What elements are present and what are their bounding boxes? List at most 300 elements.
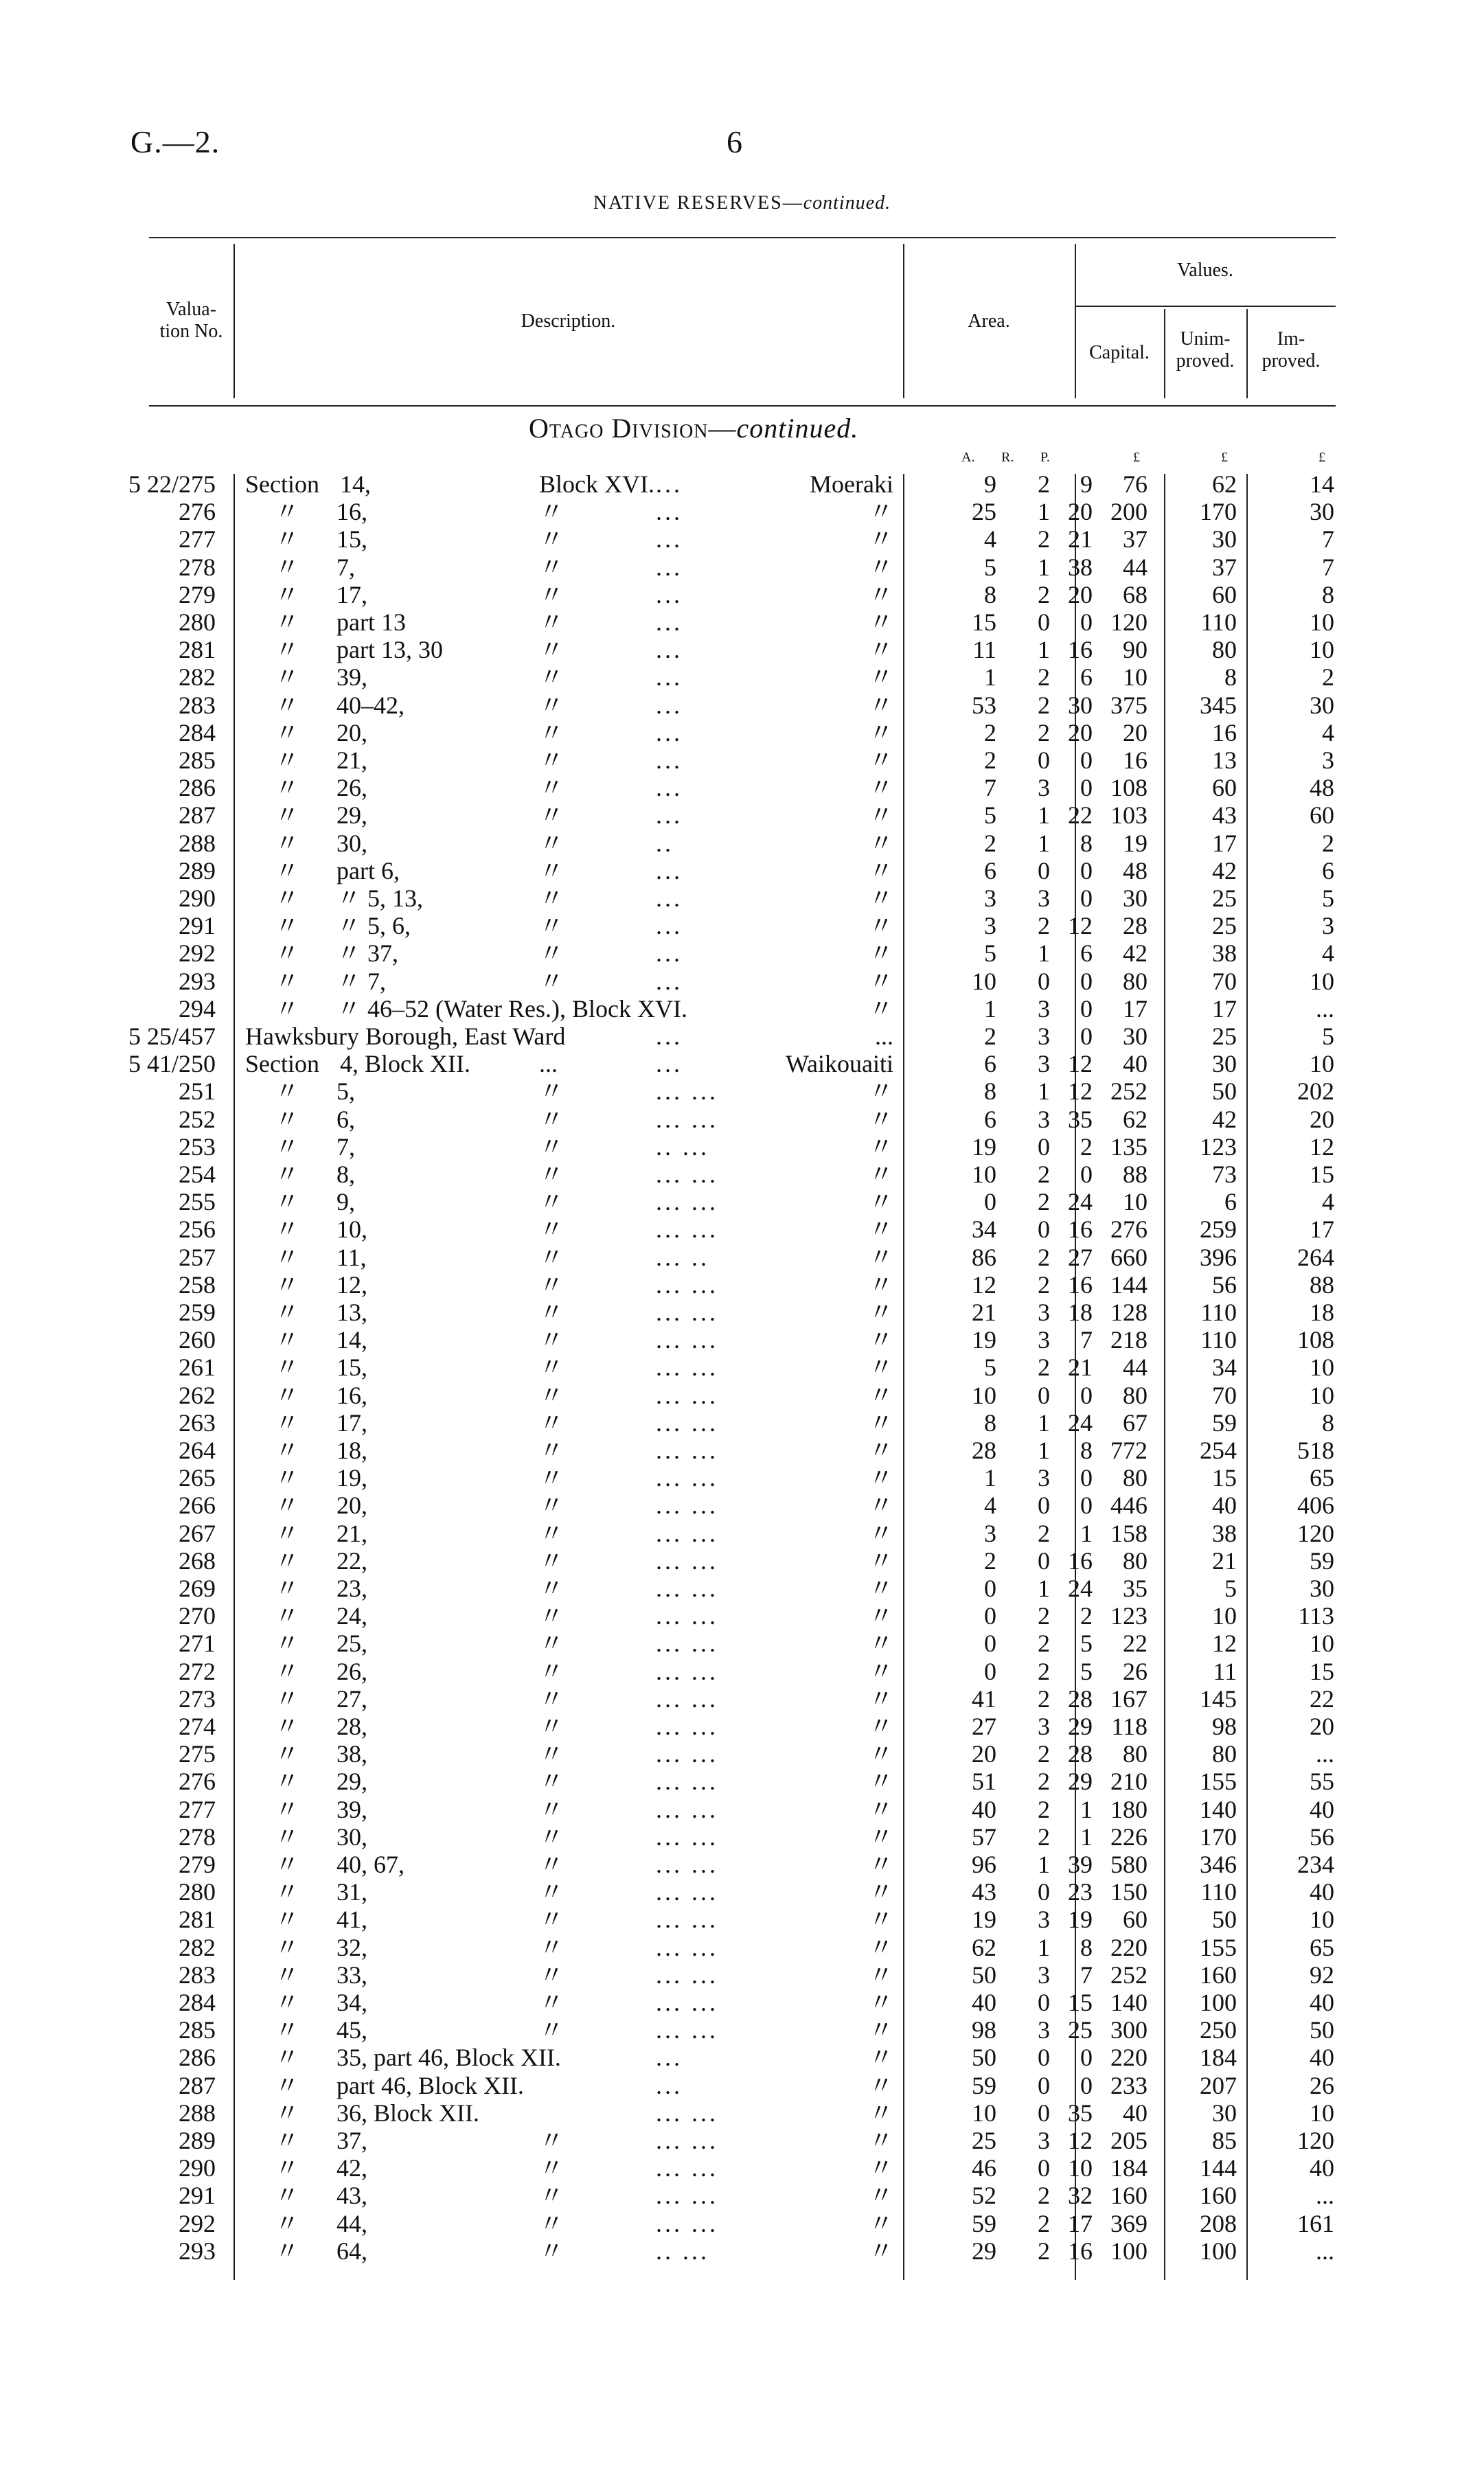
cell-unim: 25 [1212, 884, 1237, 912]
cell-loc: 〃 [868, 1243, 893, 1271]
cell-no: 282 [179, 663, 216, 692]
cell-loc: 〃 [868, 1546, 893, 1575]
cell-unim: 160 [1200, 2182, 1237, 2210]
cell-r: 1 [1038, 1851, 1050, 1878]
cell-dots: ... ... [656, 1464, 718, 1492]
cell-dots: ... ... [656, 1851, 718, 1878]
unit-unimproved: £ [1221, 450, 1228, 465]
cell-imp: 40 [1310, 2154, 1334, 2182]
cell-desc: 28, [336, 1713, 367, 1740]
cell-cap: 144 [1110, 1270, 1148, 1299]
cell-r: 2 [1038, 1188, 1050, 1216]
cell-cap: 90 [1123, 636, 1148, 664]
area-header: Area. [968, 310, 1010, 332]
cell-no: 281 [179, 636, 216, 664]
cell-sec: 〃 [275, 1437, 300, 1464]
cell-no: 280 [179, 608, 216, 636]
cell-unim: 85 [1212, 2127, 1237, 2154]
cell-ditto: ... [539, 1050, 558, 1078]
cell-ditto: 〃 [539, 1354, 564, 1382]
cell-dots: ... ... [656, 1105, 718, 1133]
cell-r: 3 [1038, 1464, 1050, 1492]
table-row [0, 553, 1484, 581]
cell-loc: 〃 [868, 994, 893, 1023]
cell-loc: 〃 [868, 2182, 893, 2210]
cell-cap: 660 [1110, 1243, 1148, 1271]
cell-unim: 16 [1212, 718, 1237, 746]
cell-sec: 〃 [275, 2154, 300, 2182]
cell-sec: 〃 [275, 1381, 300, 1409]
cell-a: 34 [972, 1215, 996, 1244]
cell-unim: 10 [1212, 1602, 1237, 1630]
cell-imp: 161 [1297, 2209, 1334, 2237]
cell-no: 277 [179, 525, 216, 553]
cell-sec: 〃 [275, 1933, 300, 1961]
table-row [0, 2127, 1484, 2154]
cell-cap: 10 [1123, 663, 1148, 692]
cell-cap: 123 [1110, 1602, 1148, 1630]
cell-imp: 3 [1322, 912, 1334, 940]
cell-sec: 〃 [275, 801, 300, 830]
cell-cap: 210 [1110, 1768, 1148, 1796]
cell-desc: 31, [336, 1878, 367, 1906]
cell-r: 1 [1038, 1575, 1050, 1602]
cell-sec: Section [245, 1050, 319, 1078]
table-row [0, 1437, 1484, 1464]
cell-desc: 39, [336, 663, 367, 692]
cell-no: 284 [179, 718, 216, 746]
cell-unim: 13 [1212, 746, 1237, 774]
cell-dots: ... [656, 553, 683, 581]
cell-unim: 42 [1212, 856, 1237, 884]
cell-a: 2 [984, 1546, 996, 1575]
cell-sec: 〃 [275, 691, 300, 719]
cell-r: 2 [1038, 1823, 1050, 1851]
cell-a: 41 [972, 1685, 996, 1713]
cell-a: 57 [972, 1823, 996, 1851]
cell-imp: 40 [1310, 1989, 1334, 2016]
cell-r: 0 [1038, 1132, 1050, 1161]
cell-r: 2 [1038, 1519, 1050, 1547]
cell-no: 274 [179, 1713, 216, 1740]
cell-no: 265 [179, 1464, 216, 1492]
cell-sec: 〃 [275, 1630, 300, 1658]
cell-unim: 250 [1200, 2016, 1237, 2044]
valuation-header: Valua- tion No. [159, 299, 223, 342]
cell-unim: 17 [1212, 994, 1237, 1023]
cell-desc: 〃 46–52 (Water Res.), Block XVI. [336, 994, 687, 1023]
cell-desc: 22, [336, 1546, 367, 1575]
cell-r: 0 [1038, 856, 1050, 884]
cell-unim: 155 [1200, 1768, 1237, 1796]
cell-cap: 252 [1110, 1077, 1148, 1106]
cell-ditto: 〃 [539, 1685, 564, 1713]
cell-unim: 184 [1200, 2044, 1237, 2072]
cell-a: 40 [972, 1795, 996, 1823]
cell-a: 19 [972, 1906, 996, 1934]
cell-loc: 〃 [868, 856, 893, 884]
cell-cap: 135 [1110, 1132, 1148, 1161]
cell-a: 50 [972, 1961, 996, 1989]
cell-p: 0 [1080, 746, 1093, 774]
cell-desc: 42, [336, 2154, 367, 2182]
cell-p: 12 [1068, 1050, 1093, 1078]
cell-p: 24 [1068, 1575, 1093, 1602]
cell-no: 261 [179, 1354, 216, 1382]
cell-sec: 〃 [275, 856, 300, 884]
cell-sec: Section [245, 470, 319, 498]
cell-loc: 〃 [868, 1161, 893, 1188]
cell-imp: 8 [1322, 1408, 1334, 1437]
cell-sec: 〃 [275, 2071, 300, 2099]
cell-sec: 〃 [275, 1161, 300, 1188]
cell-desc: 19, [336, 1464, 367, 1492]
cell-no: 273 [179, 1685, 216, 1713]
cell-no: 276 [179, 498, 216, 526]
cell-no: 283 [179, 691, 216, 719]
cell-no: 293 [179, 967, 216, 995]
cell-r: 1 [1038, 829, 1050, 857]
cell-loc: 〃 [868, 1685, 893, 1713]
cell-loc: 〃 [868, 1795, 893, 1823]
cell-sec: 〃 [275, 2127, 300, 2154]
cell-a: 0 [984, 1602, 996, 1630]
cell-p: 24 [1068, 1408, 1093, 1437]
cell-loc: 〃 [868, 1851, 893, 1878]
cell-sec: 〃 [275, 580, 300, 608]
cell-cap: 80 [1123, 1381, 1148, 1409]
cell-ditto: 〃 [539, 663, 564, 692]
table-row [0, 525, 1484, 553]
cell-p: 21 [1068, 525, 1093, 553]
cell-ditto: 〃 [539, 856, 564, 884]
cell-loc: 〃 [868, 1326, 893, 1354]
cell-imp: ... [1316, 994, 1334, 1023]
cell-sec: 〃 [275, 1270, 300, 1299]
cell-sec: 〃 [275, 1215, 300, 1244]
table-row [0, 1575, 1484, 1602]
cell-ditto: 〃 [539, 1823, 564, 1851]
cell-no: 266 [179, 1492, 216, 1520]
document-reference: G.—2. [130, 124, 220, 159]
cell-dots: ... [656, 718, 683, 746]
cell-no: 288 [179, 2099, 216, 2127]
cell-sec: 〃 [275, 1408, 300, 1437]
cell-dots: ... ... [656, 1354, 718, 1382]
table-row [0, 746, 1484, 774]
cell-cap: 108 [1110, 774, 1148, 802]
cell-no: 269 [179, 1575, 216, 1602]
cell-p: 38 [1068, 553, 1093, 581]
cell-dots: ... [656, 774, 683, 802]
cell-dots: ... ... [656, 1077, 718, 1106]
cell-a: 10 [972, 1161, 996, 1188]
cell-loc: 〃 [868, 1713, 893, 1740]
cell-ditto: 〃 [539, 636, 564, 664]
cell-unim: 5 [1224, 1575, 1237, 1602]
cell-loc: Moeraki [810, 470, 893, 498]
cell-cap: 62 [1123, 1105, 1148, 1133]
cell-sec: 〃 [275, 2099, 300, 2127]
cell-p: 7 [1080, 1326, 1093, 1354]
cell-dots: ... ... [656, 1381, 718, 1409]
cell-dots: ... ... [656, 2127, 718, 2154]
cell-dots: ... ... [656, 2016, 718, 2044]
cell-ditto: 〃 [539, 1906, 564, 1934]
cell-ditto: 〃 [539, 1243, 564, 1271]
cell-ditto: 〃 [539, 1492, 564, 1520]
cell-loc: Waikouaiti [785, 1050, 893, 1078]
cell-desc: 20, [336, 1492, 367, 1520]
cell-p: 0 [1080, 2071, 1093, 2099]
cell-imp: 108 [1297, 1326, 1334, 1354]
cell-cap: 16 [1123, 746, 1148, 774]
table-row [0, 1188, 1484, 1215]
cell-a: 2 [984, 746, 996, 774]
cell-sec: 〃 [275, 1989, 300, 2016]
cell-ditto: 〃 [539, 1105, 564, 1133]
cell-a: 2 [984, 829, 996, 857]
cell-p: 12 [1068, 2127, 1093, 2154]
cell-r: 0 [1038, 967, 1050, 995]
cell-sec: 〃 [275, 1685, 300, 1713]
cell-imp: 40 [1310, 1795, 1334, 1823]
cell-imp: 10 [1310, 1050, 1334, 1078]
cell-unim: 38 [1212, 939, 1237, 968]
cell-p: 35 [1068, 1105, 1093, 1133]
cell-unim: 25 [1212, 1023, 1237, 1050]
cell-ditto: 〃 [539, 2209, 564, 2237]
unit-perches: P. [1040, 450, 1050, 465]
cell-unim: 30 [1212, 2099, 1237, 2127]
cell-sec: 〃 [275, 1961, 300, 1989]
table-row [0, 1133, 1484, 1161]
table-row [0, 608, 1484, 636]
cell-desc: 41, [336, 1906, 367, 1934]
cell-sec: 〃 [275, 1464, 300, 1492]
cell-no: 282 [179, 1933, 216, 1961]
cell-imp: 3 [1322, 746, 1334, 774]
cell-loc: 〃 [868, 2154, 893, 2182]
cell-imp: 406 [1297, 1492, 1334, 1520]
cell-p: 9 [1080, 470, 1093, 498]
cell-cap: 20 [1123, 718, 1148, 746]
cell-loc: 〃 [868, 2237, 893, 2265]
cell-dots: ... ... [656, 1630, 718, 1658]
cell-p: 0 [1080, 994, 1093, 1023]
cell-p: 7 [1080, 1961, 1093, 1989]
cell-a: 27 [972, 1713, 996, 1740]
cell-cap: 128 [1110, 1299, 1148, 1326]
cell-sec: 〃 [275, 1713, 300, 1740]
cell-cap: 35 [1123, 1575, 1148, 1602]
cell-p: 16 [1068, 1215, 1093, 1244]
table-row [0, 912, 1484, 939]
cell-sec: 〃 [275, 746, 300, 774]
cell-ditto: 〃 [539, 939, 564, 968]
cell-ditto: 〃 [539, 1630, 564, 1658]
cell-r: 0 [1038, 2044, 1050, 2072]
cell-ditto: 〃 [539, 1299, 564, 1326]
cell-a: 25 [972, 498, 996, 526]
cell-a: 2 [984, 718, 996, 746]
table-row [0, 1823, 1484, 1851]
cell-loc: 〃 [868, 1270, 893, 1299]
cell-r: 1 [1038, 498, 1050, 526]
cell-a: 21 [972, 1299, 996, 1326]
cell-desc: 21, [336, 746, 367, 774]
cell-dots: ... ... [656, 1740, 718, 1768]
cell-desc: part 46, Block XII. [336, 2071, 524, 2099]
cell-dots: ... ... [656, 1602, 718, 1630]
cell-sec: 〃 [275, 1795, 300, 1823]
table-row [0, 498, 1484, 525]
page-number: 6 [727, 124, 742, 159]
cell-desc: 7, [336, 1132, 355, 1161]
table-row [0, 1023, 1484, 1050]
cell-cap: 17 [1123, 994, 1148, 1023]
cell-imp: 120 [1297, 2127, 1334, 2154]
cell-imp: 50 [1310, 2016, 1334, 2044]
cell-no: 5 22/275 [128, 470, 216, 498]
cell-ditto: 〃 [539, 2154, 564, 2182]
cell-no: 275 [179, 1740, 216, 1768]
cell-no: 258 [179, 1270, 216, 1299]
cell-unim: 396 [1200, 1243, 1237, 1271]
cell-unim: 60 [1212, 774, 1237, 802]
cell-a: 4 [984, 525, 996, 553]
cell-p: 35 [1068, 2099, 1093, 2127]
cell-a: 9 [984, 470, 996, 498]
cell-desc: 30, [336, 1823, 367, 1851]
cell-imp: 59 [1310, 1546, 1334, 1575]
cell-imp: 234 [1297, 1851, 1334, 1878]
cell-sec: 〃 [275, 1326, 300, 1354]
cell-unim: 11 [1213, 1657, 1237, 1685]
cell-dots: ... ... [656, 1161, 718, 1188]
table-row [0, 2016, 1484, 2044]
table-row [0, 1602, 1484, 1630]
cell-desc: 〃 37, [336, 939, 399, 968]
cell-cap: 68 [1123, 580, 1148, 608]
cell-imp: 4 [1322, 939, 1334, 968]
table-row [0, 1464, 1484, 1492]
cell-a: 1 [984, 663, 996, 692]
cell-unim: 254 [1200, 1437, 1237, 1464]
table-row [0, 1382, 1484, 1409]
cell-p: 5 [1080, 1630, 1093, 1658]
cell-cap: 120 [1110, 608, 1148, 636]
cell-dots: ... ... [656, 2154, 718, 2182]
table-row [0, 801, 1484, 829]
cell-a: 12 [972, 1270, 996, 1299]
unit-capital: £ [1133, 450, 1140, 465]
cell-p: 0 [1080, 1492, 1093, 1520]
table-row [0, 581, 1484, 608]
cell-desc: 8, [336, 1161, 355, 1188]
cell-dots: ... ... [656, 1685, 718, 1713]
table-row [0, 1215, 1484, 1243]
cell-a: 15 [972, 608, 996, 636]
header-top-rule [149, 237, 1336, 238]
cell-p: 6 [1080, 663, 1093, 692]
cell-imp: 30 [1310, 1575, 1334, 1602]
cell-dots: ... [656, 636, 683, 664]
cell-no: 280 [179, 1878, 216, 1906]
cell-sec: 〃 [275, 1768, 300, 1796]
cell-sec: 〃 [275, 829, 300, 857]
cell-unim: 12 [1212, 1630, 1237, 1658]
cell-sec: 〃 [275, 912, 300, 940]
cell-unim: 30 [1212, 525, 1237, 553]
cell-p: 16 [1068, 1546, 1093, 1575]
cell-dots: ... ... [656, 1961, 718, 1989]
cell-unim: 110 [1200, 1878, 1237, 1906]
division-name: Otago Division— [529, 413, 737, 444]
cell-r: 2 [1038, 1657, 1050, 1685]
cell-r: 3 [1038, 1326, 1050, 1354]
cell-ditto: 〃 [539, 1989, 564, 2016]
cell-imp: 5 [1322, 884, 1334, 912]
cell-a: 28 [972, 1437, 996, 1464]
cell-cap: 48 [1123, 856, 1148, 884]
cell-loc: 〃 [868, 746, 893, 774]
cell-p: 0 [1080, 1464, 1093, 1492]
cell-imp: 10 [1310, 1906, 1334, 1934]
table-row [0, 1409, 1484, 1437]
cell-unim: 15 [1212, 1464, 1237, 1492]
table-row [0, 884, 1484, 912]
table-row [0, 719, 1484, 746]
table-row [0, 857, 1484, 884]
cell-desc: 34, [336, 1989, 367, 2016]
cell-no: 255 [179, 1188, 216, 1216]
cell-cap: 772 [1110, 1437, 1148, 1464]
cell-sec: 〃 [275, 1546, 300, 1575]
cell-dots: ... ... [656, 1933, 718, 1961]
cell-no: 268 [179, 1546, 216, 1575]
table-row [0, 1961, 1484, 1989]
table-row [0, 1989, 1484, 2016]
cell-a: 40 [972, 1989, 996, 2016]
cell-ditto: 〃 [539, 718, 564, 746]
cell-imp: 26 [1310, 2071, 1334, 2099]
cell-sec: 〃 [275, 1823, 300, 1851]
table-row [0, 1244, 1484, 1271]
table-row [0, 1934, 1484, 1961]
cell-a: 3 [984, 1519, 996, 1547]
cell-sec: 〃 [275, 663, 300, 692]
cell-ditto: 〃 [539, 1161, 564, 1188]
cell-desc: 25, [336, 1630, 367, 1658]
cell-r: 2 [1038, 912, 1050, 940]
cell-dots: ... ... [656, 2182, 718, 2210]
cell-no: 287 [179, 801, 216, 830]
cell-r: 2 [1038, 1795, 1050, 1823]
cell-desc: 15, [336, 525, 367, 553]
cell-loc: 〃 [868, 1575, 893, 1602]
cell-loc: 〃 [868, 2127, 893, 2154]
cell-r: 0 [1038, 1989, 1050, 2016]
cell-sec: 〃 [275, 1077, 300, 1106]
cell-p: 16 [1068, 636, 1093, 664]
cell-imp: ... [1316, 1740, 1334, 1768]
cell-ditto: 〃 [539, 1878, 564, 1906]
cell-a: 3 [984, 912, 996, 940]
cell-sec: 〃 [275, 1188, 300, 1216]
cell-loc: 〃 [868, 939, 893, 968]
cell-a: 19 [972, 1132, 996, 1161]
